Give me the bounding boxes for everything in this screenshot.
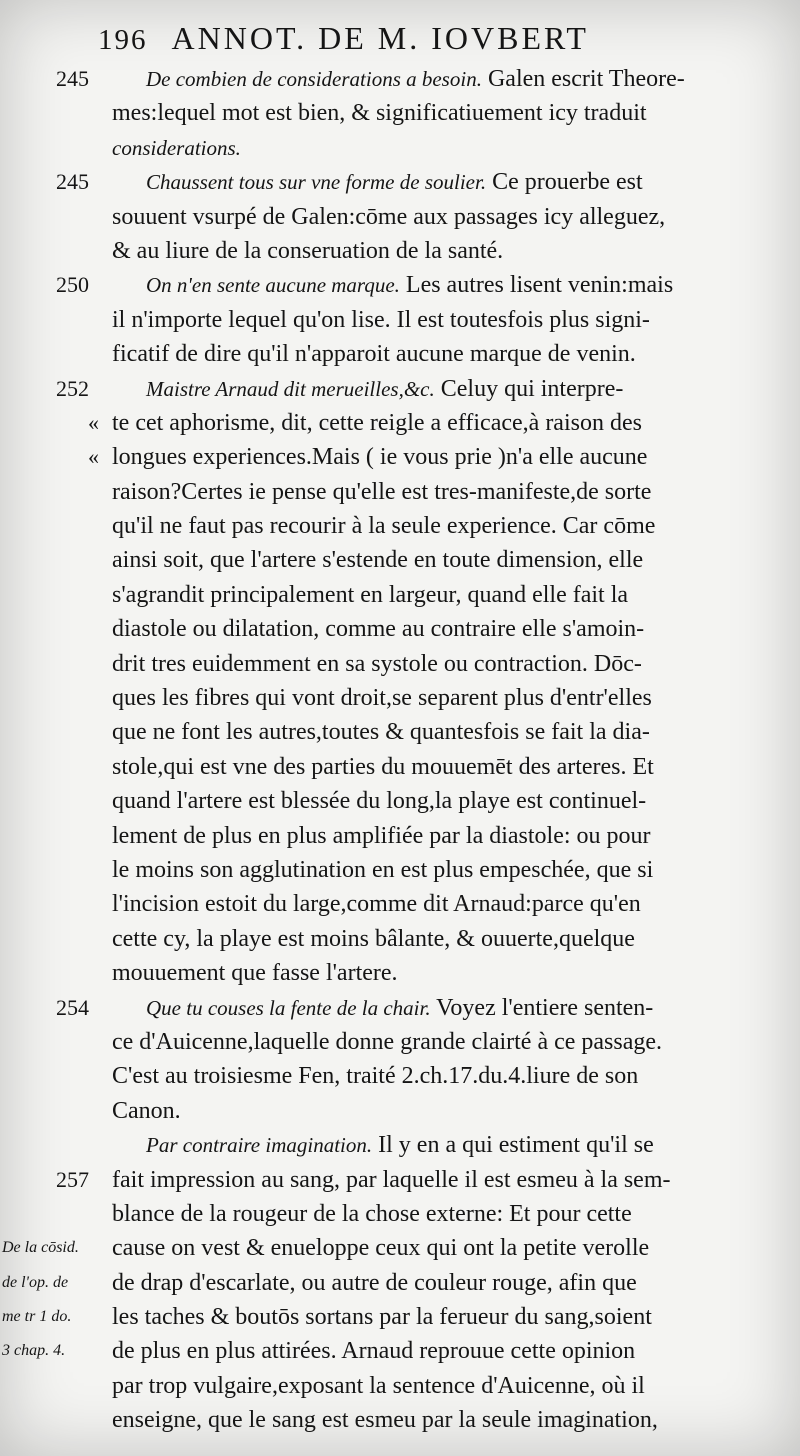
text-line — [0, 1300, 800, 1334]
line-content — [146, 1128, 796, 1162]
text-line — [0, 62, 800, 96]
text-line — [0, 96, 800, 130]
text-line — [0, 1334, 800, 1368]
text-line — [0, 647, 800, 681]
line-content — [112, 303, 796, 337]
line-text: blance de la rougeur de la chose externe: Et pour cette — [112, 1200, 632, 1227]
line-content — [112, 543, 796, 577]
line-content — [112, 406, 796, 440]
text-line — [0, 1059, 800, 1093]
line-content — [112, 1059, 796, 1093]
text-line — [0, 131, 800, 165]
line-content — [112, 715, 796, 749]
line-content — [112, 200, 796, 234]
text-line — [0, 440, 800, 474]
line-text: fait impression au sang, par laquelle il est esmeu à la sem- — [112, 1166, 671, 1193]
line-text: Il y en a qui estiment qu'il se — [372, 1132, 654, 1159]
lemma: Maistre Arnaud dit merueilles,&c. — [146, 376, 435, 401]
line-content — [112, 1300, 796, 1334]
line-content — [112, 509, 796, 543]
line-text: cette cy, la playe est moins bâlante, & ouuerte,quelque — [112, 925, 635, 952]
text-line — [0, 543, 800, 577]
line-text: s'agrandit principalement en largeur, quand elle fait la — [112, 581, 629, 608]
line-content — [112, 1163, 796, 1197]
line-text: Ce prouerbe est — [486, 169, 643, 196]
line-text: quand l'artere est blessée du long,la playe est continuel- — [112, 788, 647, 815]
line-content — [112, 1334, 796, 1368]
lemma: De combien de considerations a besoin. — [146, 67, 482, 91]
line-content — [112, 1369, 796, 1403]
line-text: lement de plus en plus amplifiée par la diastole: ou pour — [112, 822, 651, 849]
lemma: Par contraire imagination. — [146, 1133, 373, 1158]
line-text: ques les fibres qui vont droit,se separent plus d'entr'elles — [112, 685, 652, 712]
text-line — [0, 715, 800, 749]
text-line — [0, 991, 800, 1025]
text-line — [0, 681, 800, 715]
line-content — [112, 922, 796, 956]
text-line — [0, 1128, 800, 1162]
line-text: mes:lequel mot est bien, & significatiuement icy traduit — [112, 100, 647, 127]
line-text: cause on vest & enueloppe ceux qui ont la petite verolle — [112, 1235, 650, 1262]
line-text: ainsi soit, que l'artere s'estende en toute dimension, elle — [112, 547, 644, 574]
text-line — [0, 1025, 800, 1059]
line-content — [112, 1197, 796, 1231]
line-text: enseigne, que le sang est esmeu par la seule imagination, — [112, 1407, 658, 1434]
text-line — [0, 819, 800, 853]
line-text: souuent vsurpé de Galen:cōme aux passages icy alleguez, — [112, 203, 666, 230]
line-content — [112, 1403, 796, 1437]
line-text: drit tres euidemment en sa systole ou contraction. Dōc- — [112, 650, 642, 677]
quote-mark: « — [88, 409, 99, 435]
lemma: Que tu couses la fente de la chair. — [146, 995, 431, 1020]
line-content — [112, 819, 796, 853]
line-number: 257 — [56, 1166, 89, 1192]
text-line — [0, 922, 800, 956]
annotation-text — [0, 62, 800, 1438]
text-line — [0, 1163, 800, 1197]
line-text: qu'il ne faut pas recourir à la seule experience. Car cōme — [112, 513, 656, 540]
line-content — [112, 131, 796, 165]
text-line — [0, 853, 800, 887]
line-content — [112, 784, 796, 818]
line-text: Canon. — [112, 1097, 181, 1124]
line-text: il n'importe lequel qu'on lise. Il est toutesfois plus signi- — [112, 306, 650, 333]
line-content — [112, 337, 796, 371]
line-text: stole,qui est vne des parties du mouuemēt des arteres. Et — [112, 753, 654, 780]
line-content — [112, 234, 796, 268]
text-line — [0, 612, 800, 646]
line-text: l'incision estoit du large,comme dit Arnaud:parce qu'en — [112, 891, 641, 918]
text-line — [0, 784, 800, 818]
text-line — [0, 200, 800, 234]
line-text: que ne font les autres,toutes & quantesfois se fait la dia- — [112, 719, 650, 746]
text-line — [0, 475, 800, 509]
text-line — [0, 1403, 800, 1437]
margin-note: De la cōsid. — [2, 1239, 79, 1257]
line-text: raison?Certes ie pense qu'elle est tres-manifeste,de sorte — [112, 478, 652, 505]
line-content — [112, 853, 796, 887]
text-line — [0, 337, 800, 371]
line-content — [112, 96, 796, 130]
page-header — [98, 18, 798, 58]
line-text: considerations. — [112, 135, 241, 160]
line-content — [112, 1025, 796, 1059]
text-line — [0, 1266, 800, 1300]
text-line — [0, 1197, 800, 1231]
text-line — [0, 887, 800, 921]
line-text: Les autres lisent venin:mais — [399, 272, 674, 299]
line-number: 250 — [56, 272, 89, 298]
lemma: Chaussent tous sur vne forme de soulier. — [146, 170, 487, 195]
line-content — [112, 647, 796, 681]
margin-note: 3 chap. 4. — [2, 1342, 66, 1360]
line-text: par trop vulgaire,exposant la sentence d'Auicenne, où il — [112, 1372, 645, 1399]
line-number: 254 — [56, 994, 89, 1020]
line-text: C'est au troisiesme Fen, traité 2.ch.17.du.4.liure de son — [112, 1063, 639, 1090]
line-content — [112, 750, 796, 784]
page-number: 196 — [98, 24, 148, 56]
line-text: les taches & boutōs sortans par la ferueur du sang,soient — [112, 1304, 652, 1331]
text-line — [0, 234, 800, 268]
line-text: longues experiences.Mais ( ie vous prie )n'a elle aucune — [112, 444, 648, 471]
line-content — [112, 1266, 796, 1300]
margin-note: de l'op. de — [2, 1273, 69, 1291]
quote-mark: « — [88, 444, 99, 470]
line-content — [112, 1231, 796, 1265]
line-text: & au liure de la conseruation de la santé. — [112, 237, 504, 264]
line-content — [146, 372, 796, 406]
text-line — [0, 268, 800, 302]
lemma: On n'en sente aucune marque. — [146, 273, 400, 298]
text-line — [0, 406, 800, 440]
text-line — [0, 303, 800, 337]
text-line — [0, 750, 800, 784]
line-text: te cet aphorisme, dit, cette reigle a efficace,à raison des — [112, 409, 642, 436]
line-content — [112, 440, 796, 474]
line-text: Celuy qui interpre- — [434, 375, 624, 402]
text-line — [0, 578, 800, 612]
line-content — [112, 578, 796, 612]
text-line — [0, 372, 800, 406]
running-head: ANNOT. DE M. IOVBERT — [171, 20, 589, 56]
margin-note: me tr 1 do. — [2, 1308, 72, 1326]
line-text: mouuement que fasse l'artere. — [112, 960, 398, 987]
line-text: de drap d'escarlate, ou autre de couleur rouge, afin que — [112, 1269, 637, 1296]
line-content — [112, 956, 796, 990]
line-text: ce d'Auicenne,laquelle donne grande clairté à ce passage. — [112, 1028, 663, 1055]
line-number: 245 — [56, 66, 89, 91]
line-text: Voyez l'entiere senten- — [430, 994, 654, 1021]
line-content — [146, 62, 796, 96]
line-content — [112, 612, 796, 646]
line-text: le moins son agglutination en est plus empeschée, que si — [112, 856, 654, 883]
line-text: Galen escrit Theore- — [481, 66, 685, 92]
line-number: 252 — [56, 375, 89, 401]
text-line — [0, 165, 800, 199]
text-line — [0, 956, 800, 990]
text-line — [0, 1231, 800, 1265]
text-line — [0, 509, 800, 543]
line-content — [146, 165, 796, 199]
line-content — [146, 991, 796, 1025]
text-line — [0, 1094, 800, 1128]
line-content — [112, 475, 796, 509]
text-line — [0, 1369, 800, 1403]
line-text: de plus en plus attirées. Arnaud reprouue cette opinion — [112, 1338, 636, 1365]
line-content — [112, 887, 796, 921]
line-text: diastole ou dilatation, comme au contraire elle s'amoin- — [112, 616, 645, 643]
line-content — [146, 268, 796, 302]
line-content — [112, 1094, 796, 1128]
line-number: 245 — [56, 169, 89, 195]
line-text: ficatif de dire qu'il n'apparoit aucune marque de venin. — [112, 341, 636, 368]
line-content — [112, 681, 796, 715]
